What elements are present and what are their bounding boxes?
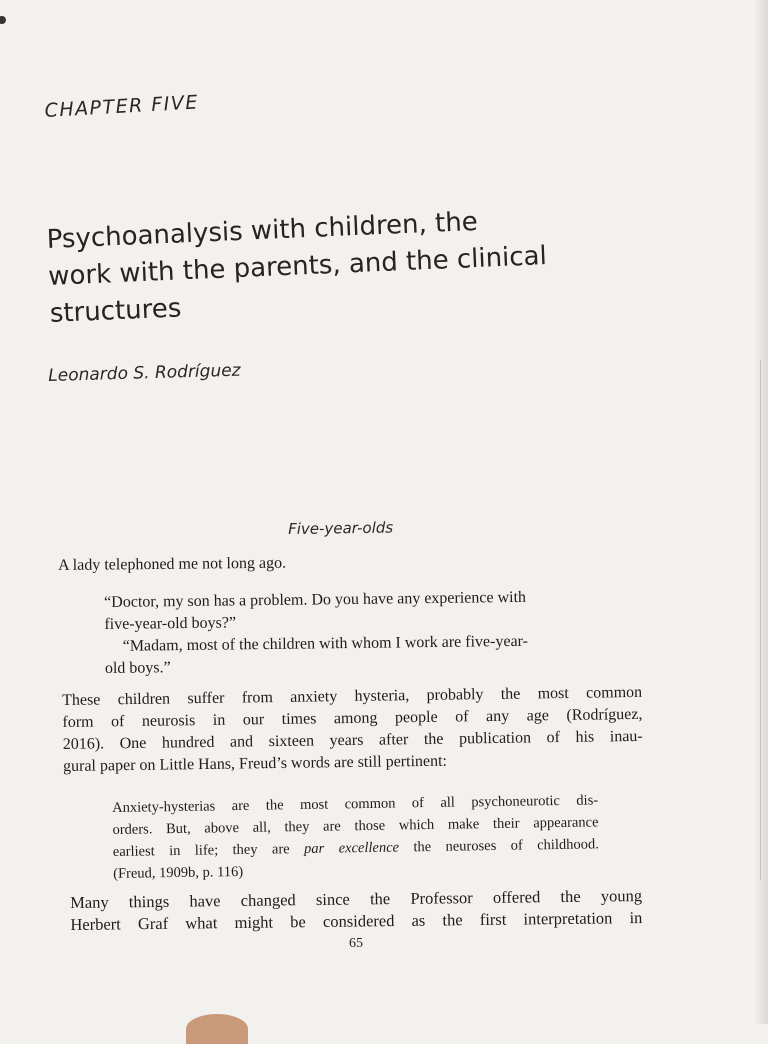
corner-mark (0, 16, 6, 24)
thumb-shape (186, 1014, 248, 1044)
body-paragraph (62, 682, 643, 778)
quote-emphasis: par excellence (303, 839, 400, 857)
paragraph-line: 2016). One hundred and sixteen years after the publication of his inau- (62, 727, 643, 753)
dialogue-line: “Madam, most of the children with whom I work are five-year- (122, 632, 529, 655)
chapter-title-line: Psychoanalysis with children, the (46, 206, 479, 255)
paragraph-line: Many things have changed since the Professor offered the young (70, 886, 643, 912)
paragraph-line: A lady telephoned me not long ago. (58, 554, 287, 574)
dialogue-line: old boys.” (104, 659, 171, 677)
page-edge-shadow (754, 0, 768, 1024)
paragraph-line: gural paper on Little Hans, Freud’s words are still pertinent: (62, 752, 448, 775)
dialogue-line: “Doctor, my son has a problem. Do you have any experience with (104, 588, 527, 611)
paragraph-line: These children suffer from anxiety hysteria, probably the most common (62, 683, 643, 709)
dialogue-block (104, 585, 641, 680)
quote-text: earliest in life; they are (112, 840, 305, 860)
paragraph-line: form of neurosis in our times among people of any age (Rodríguez, (62, 705, 643, 731)
quote-citation: (Freud, 1909b, p. 116) (113, 863, 244, 882)
opening-paragraph (58, 555, 286, 575)
chapter-label: CHAPTER FIVE (44, 91, 200, 122)
paragraph-line: Herbert Graf what might be considered as the first interpretation in (70, 908, 643, 934)
page-number: 65 (349, 936, 363, 951)
quote-line: Anxiety-hysterias are the most common of all psychoneurotic dis- (112, 792, 599, 816)
closing-paragraph (70, 885, 642, 936)
block-quote (112, 789, 599, 885)
quote-line: orders. But, above all, they are those which make their appearance (112, 814, 599, 838)
chapter-title-line: structures (49, 293, 182, 329)
chapter-title (46, 199, 610, 333)
quote-text: the neuroses of childhood. (398, 836, 599, 856)
author-name: Leonardo S. Rodríguez (48, 360, 241, 386)
dialogue-line: five-year-old boys?” (104, 614, 237, 633)
page-edge-line (760, 360, 761, 880)
chapter-title-line: work with the parents, and the clinical (47, 241, 548, 292)
section-heading: Five-year-olds (288, 518, 394, 538)
